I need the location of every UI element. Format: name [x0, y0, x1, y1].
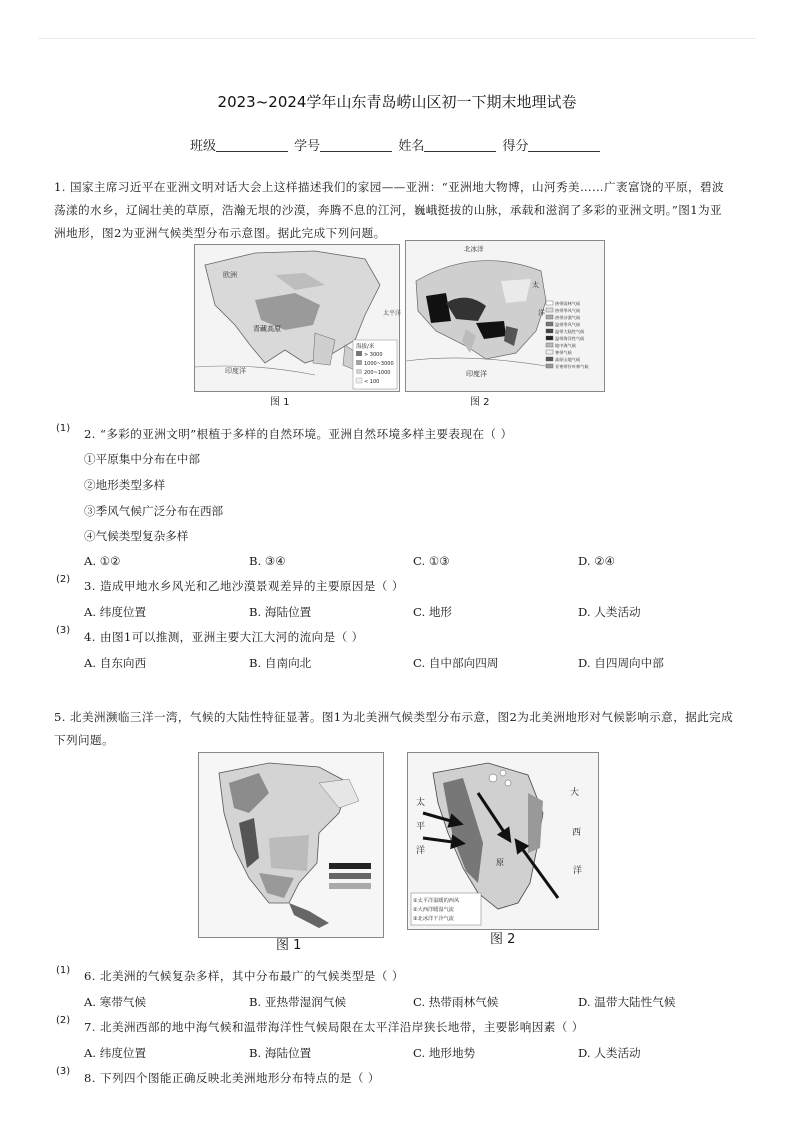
na-atlantic-yang: 洋: [573, 866, 583, 876]
map1-legend-item: 1000~3000: [364, 361, 394, 367]
figure-2-caption: 图 2: [470, 397, 490, 408]
map2-legend-item: 地中海气候: [555, 343, 576, 348]
option-c[interactable]: C. ①③: [413, 554, 450, 568]
map2-pacific-yang-label: 洋: [538, 309, 545, 317]
map1-europe-label: 欧洲: [223, 271, 237, 279]
sub-question-number: (2): [56, 574, 71, 585]
option-a[interactable]: A. 寒带气候: [84, 995, 147, 1009]
page-title: 2023~2024学年山东青岛崂山区初一下期末地理试卷: [217, 93, 577, 111]
na-legend-item: ③北冰洋干冷气流: [413, 916, 454, 922]
asia-climate-map-graphic: [406, 241, 604, 391]
statement-4: ④气候类型复杂多样: [84, 529, 189, 543]
map2-legend-item: 热带雨林气候: [555, 301, 581, 306]
page-top-rule: [38, 38, 756, 39]
option-d[interactable]: D. 人类活动: [578, 1046, 641, 1060]
name-label: 姓名: [398, 139, 425, 154]
question-2-text: 2. “多彩的亚洲文明”根植于多样的自然环境。亚洲自然环境多样主要表现在（ ）: [84, 427, 513, 441]
map2-legend-item: 热带季风气候: [555, 308, 581, 313]
sub-question-number: (2): [56, 1015, 71, 1026]
north-america-terrain-map: [407, 752, 599, 930]
option-d[interactable]: D. 自四周向中部: [578, 656, 664, 670]
map2-legend-item: 温带大陆性气候: [555, 329, 585, 334]
na-figure-1-caption: 图 1: [276, 938, 302, 953]
id-label: 学号: [294, 139, 321, 154]
id-blank[interactable]: [320, 138, 392, 152]
score-label: 得分: [502, 139, 529, 154]
option-c[interactable]: C. 地形: [413, 605, 453, 619]
na-legend-item: ①太平洋温暖的西风: [413, 898, 460, 904]
sub-question-number: (3): [56, 625, 71, 636]
option-b[interactable]: B. ③④: [249, 554, 286, 568]
asia-terrain-map: [194, 244, 400, 392]
option-c[interactable]: C. 自中部向四周: [413, 656, 499, 670]
question-7-text: 7. 北美洲西部的地中海气候和温带海洋性气候局限在太平洋沿岸狭长地带，主要影响因素（ ）: [84, 1020, 584, 1034]
option-b[interactable]: B. 亚热带湿润气候: [249, 995, 347, 1009]
na-pacific-ping: 平: [416, 822, 426, 832]
intro-line: 1. 国家主席习近平在亚洲文明对话大会上这样描述我们的家园——亚洲：“亚洲地大物博，山河秀美……广袤富饶的平原，碧波: [54, 180, 724, 194]
north-america-climate-map: [198, 752, 384, 938]
statement-3: ③季风气候广泛分布在西部: [84, 504, 224, 518]
asia-terrain-map-graphic: [195, 245, 402, 391]
map1-legend-title: 海拔/米: [356, 344, 375, 350]
map2-pacific-tai-label: 太: [532, 281, 539, 289]
north-america-terrain-map-graphic: [408, 753, 598, 929]
sub-question-number: (3): [56, 1066, 71, 1077]
class-label: 班级: [190, 139, 217, 154]
statement-1: ①平原集中分布在中部: [84, 452, 200, 466]
question-6-text: 6. 北美洲的气候复杂多样，其中分布最广的气候类型是（ ）: [84, 969, 404, 983]
intro-line: 5. 北美洲濒临三洋一湾，气候的大陆性特征显著。图1为北美洲气候类型分布示意，图2为北美洲地形对气候影响示意，据此完成: [54, 710, 734, 724]
na-plain-label: 原: [496, 858, 504, 867]
map2-legend-item: 高原山地气候: [555, 357, 581, 362]
map1-pacific-label: 太平洋: [383, 310, 402, 317]
name-blank[interactable]: [424, 138, 496, 152]
north-america-climate-map-graphic: [199, 753, 383, 937]
figure-1-caption: 图 1: [270, 397, 290, 408]
map1-ocean-label: 印度洋: [225, 367, 246, 375]
option-b[interactable]: B. 海陆位置: [249, 1046, 312, 1060]
map2-north-label: 北冰洋: [464, 245, 484, 253]
question-8-text: 8. 下列四个图能正确反映北美洲地形分布特点的是（ ）: [84, 1071, 380, 1085]
map2-legend-item: 亚寒带针叶林气候: [555, 364, 589, 369]
na-legend-item: ②大西洋暖湿气流: [413, 907, 454, 913]
option-d[interactable]: D. 温带大陆性气候: [578, 995, 676, 1009]
intro-line: 荡漾的水乡，辽阔壮美的草原，浩瀚无垠的沙漠，奔腾不息的江河，巍峨挺拔的山脉，承载和滋润了多彩的亚洲文明。”图1为亚: [54, 203, 722, 217]
question-5-intro: [54, 706, 744, 752]
question-3-text: 3. 造成甲地水乡风光和乙地沙漠景观差异的主要原因是（ ）: [84, 579, 404, 593]
na-pacific-yang: 洋: [416, 846, 426, 856]
na-figure-2-caption: 图 2: [490, 932, 516, 947]
intro-line: 下列问题。: [54, 733, 114, 747]
intro-line: 洲地形，图2为亚洲气候类型分布示意图。据此完成下列问题。: [54, 226, 386, 240]
question-4-text: 4. 由图1可以推测，亚洲主要大江大河的流向是（ ）: [84, 630, 364, 644]
option-a[interactable]: A. 纬度位置: [84, 605, 147, 619]
option-b[interactable]: B. 海陆位置: [249, 605, 312, 619]
question-1-intro: [54, 176, 744, 245]
option-d[interactable]: D. 人类活动: [578, 605, 641, 619]
na-pacific-tai: 太: [416, 798, 426, 808]
score-blank[interactable]: [528, 138, 600, 152]
map2-ocean-label: 印度洋: [466, 370, 487, 378]
na-atlantic-xi: 西: [572, 828, 582, 838]
map2-legend-item: 温带季风气候: [555, 322, 581, 327]
map1-legend-item: 200~1000: [364, 370, 391, 376]
option-a[interactable]: A. ①②: [84, 554, 121, 568]
option-b[interactable]: B. 自南向北: [249, 656, 312, 670]
map1-legend-item: > 3000: [364, 352, 383, 358]
sub-question-number: (1): [56, 423, 71, 434]
map1-legend-item: < 100: [364, 379, 380, 385]
statement-2: ②地形类型多样: [84, 478, 166, 492]
map2-legend-item: 热带沙漠气候: [555, 315, 581, 320]
asia-climate-map: [405, 240, 605, 392]
class-blank[interactable]: [216, 138, 288, 152]
option-d[interactable]: D. ②④: [578, 554, 616, 568]
option-a[interactable]: A. 纬度位置: [84, 1046, 147, 1060]
option-c[interactable]: C. 热带雨林气候: [413, 995, 499, 1009]
option-a[interactable]: A. 自东向西: [84, 656, 147, 670]
map2-legend-item: 温带海洋性气候: [555, 336, 585, 341]
option-c[interactable]: C. 地形地势: [413, 1046, 476, 1060]
student-info-line: [190, 135, 602, 154]
sub-question-number: (1): [56, 965, 71, 976]
na-atlantic-da: 大: [570, 788, 580, 798]
map2-legend-item: 寒带气候: [555, 350, 572, 355]
map1-plateau-label: 青藏高原: [253, 325, 281, 333]
